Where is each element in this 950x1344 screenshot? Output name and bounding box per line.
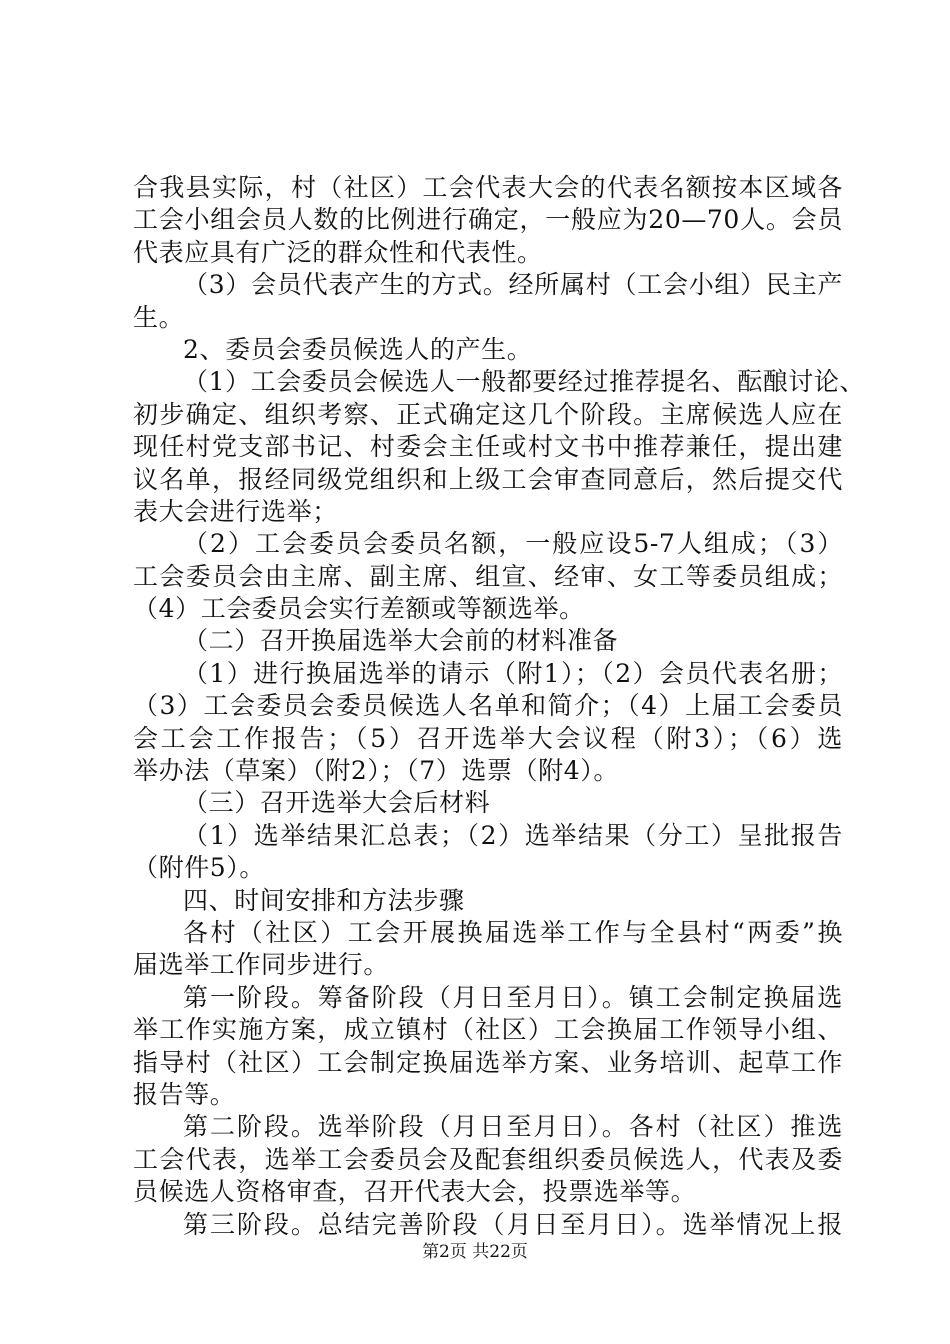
text-line: 会工会工作报告；（5）召开选举大会议程（附3）；（6）选	[133, 723, 843, 753]
text-line: 工会委员会由主席、副主席、组宣、经审、女工等委员组成；	[133, 561, 843, 591]
section-heading: 四、时间安排和方法步骤	[183, 885, 465, 915]
section-heading: （三）召开选举大会后材料	[183, 788, 491, 818]
text-line: 第一阶段。筹备阶段（月日至月日）。镇工会制定换届选	[183, 982, 843, 1012]
text-line: 议名单，报经同级党组织和上级工会审查同意后，然后提交代	[133, 464, 843, 494]
text-line: 合我县实际，村（社区）工会代表大会的代表名额按本区域各	[133, 173, 843, 202]
text-line: 举工作实施方案，成立镇村（社区）工会换届工作领导小组、	[133, 1015, 843, 1045]
text-line: （4）工会委员会实行差额或等额选举。	[133, 594, 585, 624]
text-line: 初步确定、组织考察、正式确定这几个阶段。主席候选人应在	[133, 399, 843, 429]
text-line: 举办法（草案）（附2）；（7）选票（附4）。	[133, 756, 619, 786]
text-line: 指导村（社区）工会制定换届选举方案、业务培训、起草工作	[133, 1047, 843, 1077]
text-line: 生。	[133, 302, 185, 332]
text-line: 现任村党支部书记、村委会主任或村文书中推荐兼任，提出建	[133, 432, 843, 462]
text-line: 工会小组会员人数的比例进行确定，一般应为20—70人。会员	[133, 205, 843, 235]
text-line: 工会代表，选举工会委员会及配套组织委员候选人，代表及委	[133, 1144, 843, 1174]
text-line: （1）选举结果汇总表；（2）选举结果（分工）呈批报告	[183, 820, 843, 850]
text-line: （3）会员代表产生的方式。经所属村（工会小组）民主产	[183, 270, 843, 300]
text-line: （附件5）。	[133, 853, 266, 883]
text-line: 第三阶段。总结完善阶段（月日至月日）。选举情况上报	[183, 1209, 843, 1239]
text-line: （3）工会委员会委员候选人名单和简介；（4）上届工会委员	[133, 691, 843, 721]
text-line: 第二阶段。选举阶段（月日至月日）。各村（社区）推选	[183, 1112, 843, 1142]
text-line: （2）工会委员会委员名额，一般应设5-7人组成；（3）	[183, 529, 843, 559]
text-line: 报告等。	[133, 1079, 236, 1109]
section-heading: （二）召开换届选举大会前的材料准备	[183, 626, 619, 656]
page-number-footer: 第2页 共22页	[422, 1242, 528, 1262]
text-line: 代表应具有广泛的群众性和代表性。	[133, 237, 543, 267]
section-heading: 2、委员会委员候选人的产生。	[183, 334, 533, 364]
text-line: 员候选人资格审查，召开代表大会，投票选举等。	[133, 1177, 697, 1207]
text-line: （1）进行换届选举的请示（附1）；（2）会员代表名册；	[183, 658, 843, 688]
document-body	[133, 172, 866, 1241]
text-line: （1）工会委员会候选人一般都要经过推荐提名、酝酿讨论、	[183, 367, 866, 397]
text-line: 表大会进行选举；	[133, 496, 338, 526]
text-line: 届选举工作同步进行。	[133, 950, 390, 980]
text-line: 各村（社区）工会开展换届选举工作与全县村“两委”换	[183, 917, 843, 947]
